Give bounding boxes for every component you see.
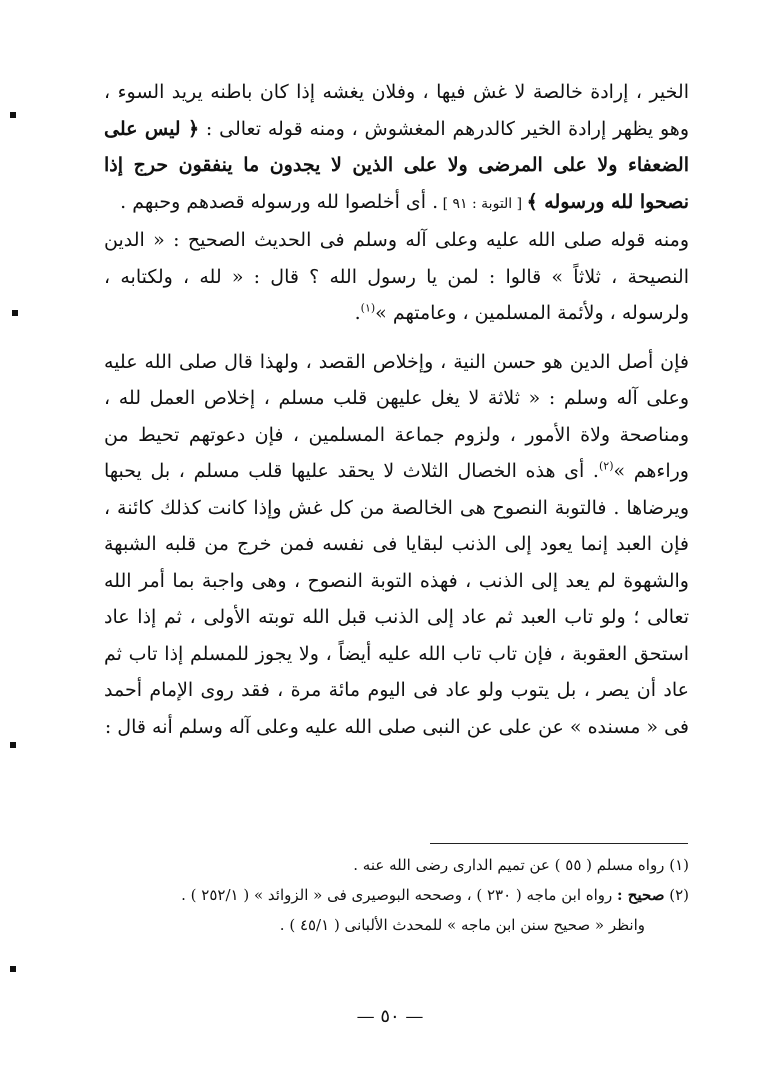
footnote-1-number: (١) xyxy=(669,856,689,874)
footnote-ref-2: (٢) xyxy=(598,459,614,473)
paragraph-2-text: ومنه قوله صلى الله عليه وعلى آله وسلم فى الحديث الصحيح : « الدين النصيحة ، ثلاثاً » قالوا : لمن يا رسول الله ؟ قال : « لله ، ولكتابه ، ولرسوله ، ولأئمة المسلمين ، وعامتهم » xyxy=(104,229,689,324)
paragraph-3-text: فإن أصل الدين هو حسن النية ، وإخلاص القصد ، ولهذا قال صلى الله عليه وعلى آله وسلم : « ثلاثة لا يغل عليهن قلب مسلم ، إخلاص العمل لله ، ومناصحة ولاة الأمور ، ولزوم جماعة المسلمين ، فإن دعوتهم تحيط من وراءهم » xyxy=(104,350,689,482)
footnote-ref-1: (١) xyxy=(360,301,376,315)
paragraph-2 xyxy=(104,222,689,332)
quran-reference: [ التوبة : ٩١ ] xyxy=(438,195,527,212)
footnote-2-number: (٢) xyxy=(669,886,689,904)
quran-verse: ﴿ ليس على الضعفاء ولا على المرضى ولا على الذين لا يجدون ما ينفقون حرج إذا نصحوا لله ورسوله ﴾ xyxy=(104,117,689,213)
paragraph-3 xyxy=(104,344,689,746)
margin-mark xyxy=(10,966,16,972)
footnote-1-text: رواه مسلم ( ٥٥ ) عن تميم الدارى رضى الله عنه . xyxy=(353,856,665,874)
footnote-2-continuation xyxy=(104,910,689,940)
footnote-2-text: رواه ابن ماجه ( ٢٣٠ ) ، وصححه البوصيرى فى « الزوائد » ( ٢٥٢/١ ) . xyxy=(181,886,618,904)
paragraph-1 xyxy=(104,74,689,222)
footnote-2 xyxy=(104,880,689,910)
paragraph-3-text-end: . أى هذه الخصال الثلاث لا يحقد عليها قلب مسلم ، بل يحبها ويرضاها . فالتوبة النصوح هى الخالصة من كل غش وإذا كانت كذلك كائنة ، فإن العبد إنما يعود إلى الذنب لبقايا فى نفسه فمن خرج من قلبه الشبهة والشهوة لم يعد إلى الذنب ، فهذه التوبة النصوح ، وهى واجبة بما أمر الله تعالى ؛ ولو تاب العبد ثم عاد إلى الذنب قبل الله توبته الأولى ، ثم إذا عاد استحق العقوبة ، فإن تاب تاب الله عليه أيضاً ، ولا يجوز للمسلم إذا تاب ثم عاد أن يصر ، بل يتوب ولو عاد فى اليوم مائة مرة ، فقد روى الإمام أحمد فى « مسنده » عن على عن النبى صلى الله عليه وعلى آله وسلم أنه قال : xyxy=(104,460,689,738)
paragraph-2-end: . xyxy=(354,302,361,324)
footnote-separator xyxy=(430,843,688,844)
margin-mark xyxy=(10,742,16,748)
footnote-1 xyxy=(104,850,689,880)
paragraph-1-text: الخير ، إرادة خالصة لا غش فيها ، وفلان يغشه إذا كان باطنه يريد السوء ، وهو يظهر إرادة الخير كالدرهم المغشوش ، ومنه قوله تعالى : xyxy=(104,81,690,140)
margin-mark xyxy=(12,310,18,316)
body-text xyxy=(104,74,689,745)
footnote-2-grade: صحيح : xyxy=(617,886,665,904)
footnote-2-more: وانظر « صحيح سنن ابن ماجه » للمحدث الألبانى ( ٤٥/١ ) . xyxy=(279,916,645,934)
paragraph-1-text-end: . أى أخلصوا لله ورسوله قصدهم وحبهم . xyxy=(120,190,439,213)
footnotes xyxy=(104,850,689,940)
page-number: — ٥٠ — xyxy=(356,1006,424,1027)
margin-mark xyxy=(10,112,16,118)
